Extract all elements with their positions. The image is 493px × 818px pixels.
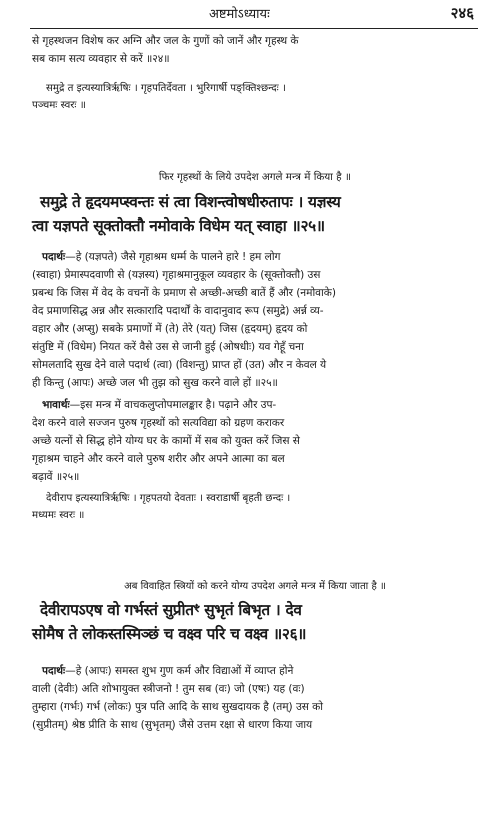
mantra-26-intro <box>32 578 478 592</box>
page-number: २४६ <box>450 4 474 22</box>
page-header <box>34 4 474 26</box>
text-line: देवीराप इत्यस्यात्रिर्ऋषिः । गृहपतयो देवताः । स्वराडार्षी बृहती छन्दः । <box>46 493 291 504</box>
mantra-line: देवीरापऽएष वो गर्भस्तं सुप्रीतꣳ सुभृतं बिभृत । देव <box>40 601 302 619</box>
text-line <box>32 248 478 266</box>
text-line: देश करने वाले सज्जन पुरुष गृहस्थों को सत्यविद्या को ग्रहण कराकर <box>32 417 285 429</box>
text-line: तुम्हारा (गर्भः) गर्भ (लोकः) पुत्र पति आदि के साथ सुखदायक है (तम्) उस को <box>32 701 323 713</box>
text-line: ही किन्तु (आपः) अच्छे जल भी तुझ को सुख करने वाले हों ॥२५॥ <box>32 377 278 389</box>
text-line: अब विवाहित स्त्रियों को करने योग्य उपदेश अगले मन्त्र में किया जाता है ॥ <box>124 581 386 592</box>
text-line: फिर गृहस्थों के लिये उपदेश अगले मन्त्र में किया है ॥ <box>158 171 352 183</box>
bhavartha-24-continuation <box>32 32 478 68</box>
mantra-line: सोमैष ते लोकस्तस्मिञ्छं च वक्ष्व परि च वक्ष्व ॥२६॥ <box>32 625 307 643</box>
mantra-25-meta <box>32 490 478 524</box>
text-line: (स्वाहा) प्रेमास्पदवाणी से (यज्ञस्य) गृहाश्रमानुकूल व्यवहार के (सूक्तोक्तौ) उस <box>32 269 321 281</box>
mantra-line: समुद्रे ते हृदयमप्स्वन्तः सं त्वा विशन्त्वोषधीरुतापः । यज्ञस्य <box>40 193 341 211</box>
section-label: पदार्थः <box>42 665 66 677</box>
text-line: मध्यमः स्वरः ॥ <box>32 510 85 521</box>
mantra-line: त्वा यज्ञपते सूक्तोक्तौ नमोवाके विधेम यत् स्वाहा ॥२५॥ <box>32 217 325 235</box>
mantra-25-intro <box>32 170 478 184</box>
line-text: —हे (आपः) समस्त शुभ गुण कर्म और विद्याओं में व्याप्त होने <box>65 665 294 677</box>
text-line: वेद प्रमाणसिद्ध अन्न और सत्कारादि पदार्थों के वादानुवाद रूप (समुद्रे) अर्न्न व्य- <box>32 305 324 317</box>
text-line: समुद्रे त इत्यस्यात्रिर्ऋषिः । गृहपतिर्देवता । भुरिगार्षी पङ्क्तिश्छन्दः । <box>46 83 286 94</box>
text-line: अच्छे यत्नों से सिद्ध होने योग्य घर के कामों में सब को युक्त करें जिस से <box>32 435 300 447</box>
mantra-24-meta <box>32 80 478 114</box>
text-line: गृहाश्रम चाहने और करने वाले पुरुष शरीर और अपने आत्मा का बल <box>32 453 285 465</box>
text-line <box>32 662 478 680</box>
chapter-title: अष्टमोऽध्यायः <box>209 7 270 22</box>
line-text: —इस मन्त्र में वाचकलुप्तोपमालङ्कार है। पढ़ाने और उप- <box>69 399 277 411</box>
text-line <box>32 396 478 414</box>
bhavartha-25 <box>32 396 478 486</box>
padartha-25 <box>32 248 478 392</box>
section-label: भावार्थः <box>42 399 70 411</box>
mantra-26 <box>32 598 480 646</box>
text-line: संतुष्टि में (विधेम) नियत करें वैसे उस से जानी हुई (ओषधीः) यव गेहूँ चना <box>32 341 304 353</box>
text-line: (सुप्रीतम्) श्रेष्ठ प्रीति के साथ (सुभृतम्) जैसे उत्तम रक्षा से धारण किया जाय <box>32 719 313 731</box>
section-label: पदार्थः <box>42 251 66 263</box>
text-line: सब काम सत्य व्यवहार से करें ॥२४॥ <box>32 53 170 65</box>
text-line: वहार और (अप्सु) सबके प्रमाणों में (ते) तेरे (यत्) जिस (हृदयम्) हृदय को <box>32 323 308 335</box>
mantra-25 <box>32 190 480 238</box>
text-line: से गृहस्थजन विशेष कर अग्नि और जल के गुणों को जानें और गृहस्थ के <box>32 35 299 47</box>
text-line: सोमलतादि सुख देने वाले पदार्थ (त्वा) (विशन्तु) प्राप्त हों (उत) और न केवल ये <box>32 359 327 371</box>
text-line: बढ़ावें ॥२५॥ <box>32 471 80 483</box>
header-rule <box>30 28 478 29</box>
text-line: वाली (देवीः) अति शोभायुक्त स्त्रीजनो ! तुम सब (वः) जो (एषः) यह (वः) <box>32 683 305 695</box>
line-text: —हे (यज्ञपते) जैसे गृहाश्रम धर्म्म के पालने हारे ! हम लोग <box>65 251 281 263</box>
padartha-26 <box>32 662 478 734</box>
text-line: पञ्चमः स्वरः ॥ <box>32 100 86 111</box>
text-line: प्रबन्ध कि जिस में वेद के वचनों के प्रमाण से अच्छी-अच्छी बातें हैं और (नमोवाके) <box>32 287 336 299</box>
